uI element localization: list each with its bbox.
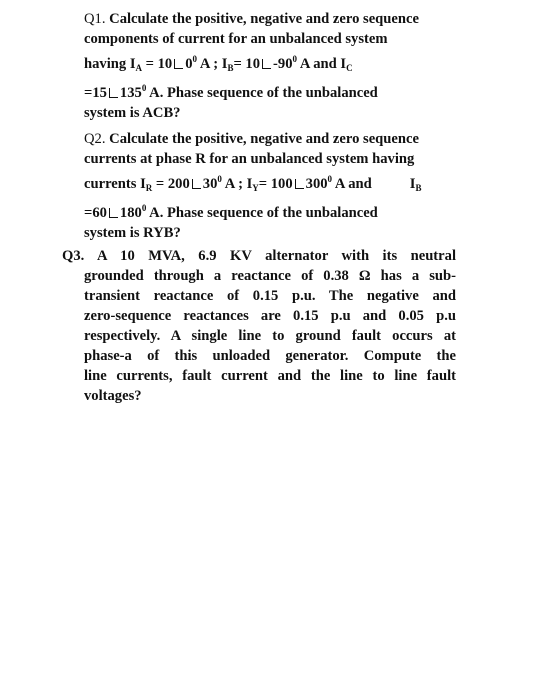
q3-line-6: phase-a of this unloaded generator. Compute the [84,348,456,364]
q3-line-3: transient reactance of 0.15 p.u. The negative and [84,288,456,304]
q2-line-3: currents $I_R = 200$ $30^0$ A ; $I_Y= 100$ $300^0$ A and $I_B$ [84,174,422,193]
angle-symbol-icon [109,88,118,98]
angle-symbol-icon [109,208,118,218]
angle-symbol-icon [174,59,183,69]
q3-line-1: Q3. A 10 MVA, 6.9 KV alternator with its neutral [62,248,456,264]
q1-line-3: having $I_A = 10$ $0^0$ A ; $I_B= 10$ $-90^0$ A and $I_C$ [84,54,353,73]
q1-number: Q1. [84,11,106,27]
question-3 [62,246,456,406]
q1-line-2: components of current for an unbalanced system [84,31,388,47]
angle-symbol-icon [192,179,201,189]
q3-line-2: grounded through a reactance of 0.38 Ω has a sub- [84,268,456,284]
q1-line-4: =15 $135^0$ A. Phase sequence of the unbalanced [84,83,378,101]
angle-symbol-icon [295,179,304,189]
question-2 [84,129,484,243]
q2-number: Q2. [84,131,106,147]
q3-line-8: voltages? [84,388,142,404]
angle-symbol-icon [262,59,271,69]
q3-line-7: line currents, fault current and the line to line fault [84,368,456,384]
q2-line-2: currents at phase R for an unbalanced system having [84,151,415,167]
q3-line-5: respectively. A single line to ground fault occurs at [84,328,456,344]
q3-line-4: zero-sequence reactances are 0.15 p.u and 0.05 p.u [84,308,456,324]
q1-line-5: system is ACB? [84,105,181,121]
q1-line-1: Q1. Calculate the positive, negative and zero sequence [84,11,419,27]
q2-line-5: system is RYB? [84,225,181,241]
q2-line-1: Q2. Calculate the positive, negative and zero sequence [84,131,419,147]
question-1 [84,9,484,123]
q2-line-4: =60 $180^0$ A. Phase sequence of the unbalanced [84,203,378,221]
